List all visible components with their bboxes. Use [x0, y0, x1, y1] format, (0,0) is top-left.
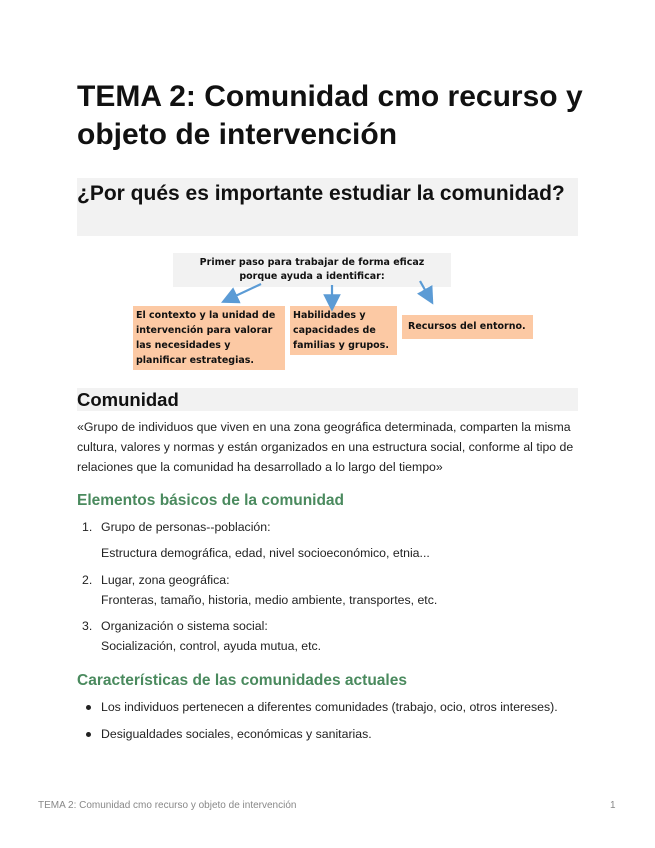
list-item-title: Grupo de personas--población:: [101, 520, 271, 534]
bullet-text: Desigualdades sociales, económicas y sanitarias.: [101, 727, 372, 741]
bullet-dot: [86, 705, 91, 710]
heading-caracteristicas: Características de las comunidades actuales: [77, 672, 407, 689]
diagram-box-context: El contexto y la unidad de intervención para valorar las necesidades y planificar estrategias.: [133, 306, 285, 370]
diagram-box-resources: Recursos del entorno.: [402, 315, 533, 339]
section-heading-importance: ¿Por qués es importante estudiar la comunidad?: [77, 178, 578, 236]
list-item-number: 2.: [82, 573, 93, 587]
list-item-title: Lugar, zona geográfica:: [101, 573, 230, 587]
heading-elementos: Elementos básicos de la comunidad: [77, 492, 345, 509]
arrow-left: [229, 284, 261, 299]
diagram-arrows: [133, 253, 533, 313]
document-title: TEMA 2: Comunidad cmo recurso y objeto de intervención: [77, 80, 583, 151]
footer-title: TEMA 2: Comunidad cmo recurso y objeto de intervención: [38, 800, 297, 811]
section-heading-comunidad: Comunidad: [77, 388, 578, 411]
arrow-right: [420, 281, 429, 297]
list-item-title: Organización o sistema social:: [101, 619, 268, 633]
bullet-text: Los individuos pertenecen a diferentes comunidades (trabajo, ocio, otros intereses).: [101, 700, 558, 714]
bullet-dot: [86, 732, 91, 737]
comunidad-definition: «Grupo de individuos que viven en una zona geográfica determinada, comparten la misma cultura, valores y normas y están organizados en una estructura social, conforme al tipo de relaciones que la comunidad ha desarrollado a lo largo del tiempo»: [77, 420, 574, 474]
list-item-detail: Estructura demográfica, edad, nivel socioeconómico, etnia...: [101, 546, 430, 560]
diagram-top-line1: Primer paso para trabajar de forma eficaz: [199, 257, 425, 268]
list-item-detail: Socialización, control, ayuda mutua, etc.: [101, 639, 322, 653]
diagram-top-line2: porque ayuda a identificar:: [239, 271, 385, 282]
list-item-number: 1.: [82, 520, 93, 534]
list-item-number: 3.: [82, 619, 93, 633]
page-number: 1: [610, 800, 616, 811]
diagram-box-abilities: Habilidades y capacidades de familias y grupos.: [290, 306, 397, 355]
list-item-detail: Fronteras, tamaño, historia, medio ambiente, transportes, etc.: [101, 593, 438, 607]
